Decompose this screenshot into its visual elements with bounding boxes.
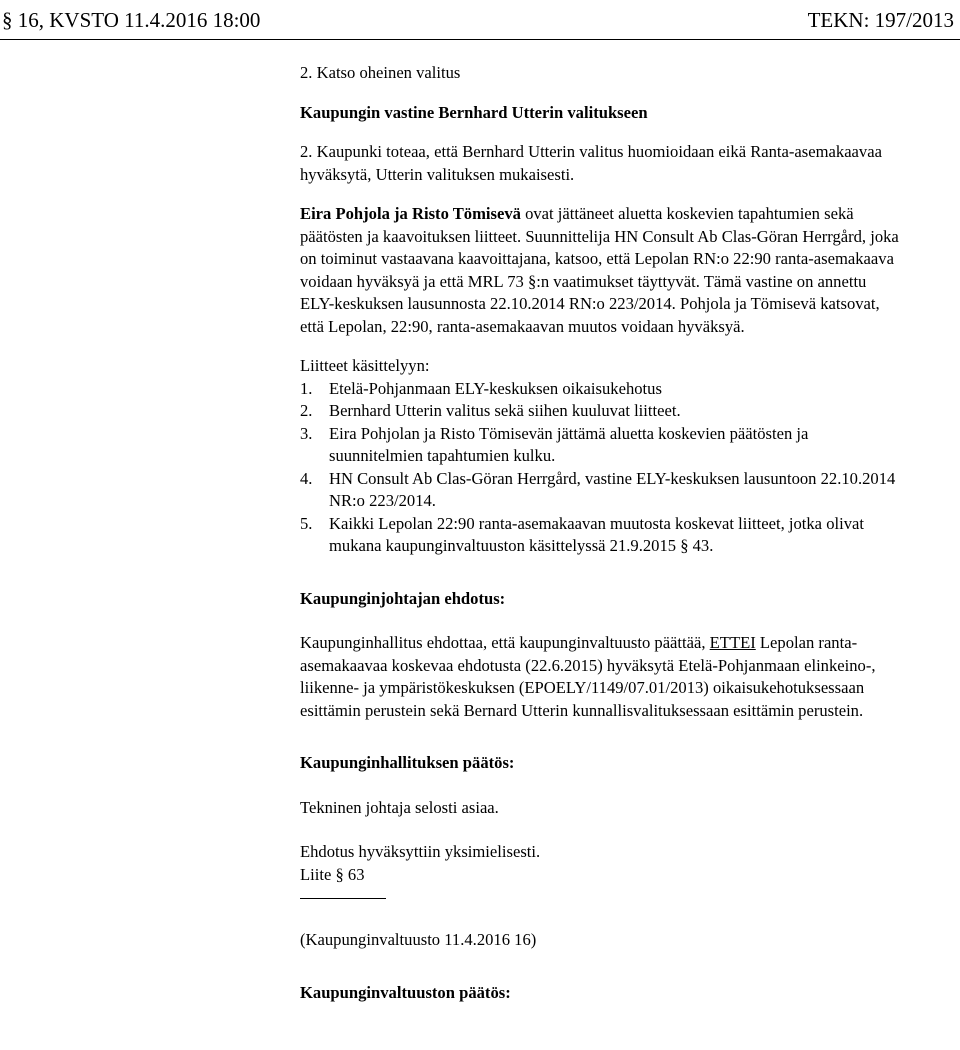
list-item: 5. Kaikki Lepolan 22:90 ranta-asemakaavan muutosta koskevat liitteet, jotka olivat mukana kaupunginvaltuuston käsittelyssä 21.9.2015 § 43. (300, 513, 864, 555)
paragraph-katso: 2. Katso oheinen valitus (300, 63, 461, 82)
kv-reference: (Kaupunginvaltuusto 11.4.2016 16) (300, 930, 537, 949)
heading-kaupunginjohtajan-ehdotus: Kaupunginjohtajan ehdotus: (300, 588, 506, 608)
paragraph-ehdotus: Kaupunginhallitus ehdottaa, että kaupunginvaltuusto päättää, ETTEI Lepolan ranta-asemakaavaa koskevaa ehdotusta (22.6.2015) hyväksytä Etelä-Pohjanmaan elinkeino-, liikenne- ja ympäristökeskuksen (EPOELY/1149/07.01/2013) oikaisukehotuksessaan esittämin perustein sekä Bernard Utterin kunnallisvalituksessaan esittämin perustein. (300, 633, 876, 720)
liite-ref: Liite § 63 (300, 864, 365, 884)
ettei-underlined: ETTEI (709, 633, 756, 652)
heading-kaupunginhallituksen-paatos: Kaupunginhallituksen päätös: (300, 753, 515, 772)
list-item: 1. Etelä-Pohjanmaan ELY-keskuksen oikaisukehotus (300, 378, 662, 398)
paragraph-hyvaksyttiin: Ehdotus hyväksyttiin yksimielisesti. (300, 842, 541, 861)
document-body (300, 62, 900, 1004)
list-item: 3. Eira Pohjolan ja Risto Tömisevän jättämä aluetta koskevien päätösten ja suunnitelmien tapahtumien kulku. (300, 423, 809, 465)
liitteet-list (300, 378, 900, 558)
page-header (0, 0, 960, 40)
heading-kaupunginvaltuuston-paatos: Kaupunginvaltuuston päätös: (300, 982, 511, 1002)
header-section-ref: § 16, KVSTO 11.4.2016 18:00 (2, 8, 261, 32)
heading-vastine: Kaupungin vastine Bernhard Utterin valitukseen (300, 102, 648, 122)
liitteet-title: Liitteet käsittelyyn: (300, 356, 430, 375)
paragraph-kaupunki-toteaa: 2. Kaupunki toteaa, että Bernhard Utterin valitus huomioidaan eikä Ranta-asemakaavaa hyväksytä, Utterin valituksen mukaisesti. (300, 142, 882, 184)
header-case-number: TEKN: 197/2013 (807, 8, 954, 32)
names-bold: Eira Pohjola ja Risto Tömisevä (300, 204, 521, 223)
list-item: 2. Bernhard Utterin valitus sekä siihen kuuluvat liitteet. (300, 401, 681, 420)
paragraph-pohjola-tomiseva: Eira Pohjola ja Risto Tömisevä ovat jättäneet aluetta koskevien tapahtumien sekä päätösten ja kaavoituksen liitteet. Suunnittelija HN Consult Ab Clas-Göran Herrgård, joka on toiminut vastaavana kaavoittajana, katsoo, että Lepolan RN:o 22:90 ranta-asemakaava voidaan hyväksyä ja että MRL 73 §:n vaatimukset täyttyvät. Tämä vastine on annettu ELY-keskuksen lausunnosta 22.10.2014 RN:o 223/2014. Pohjola ja Tömisevä katsovat, että Lepolan, 22:90, ranta-asemakaavan muutos voidaan hyväksyä. (300, 204, 899, 336)
list-item: 4. HN Consult Ab Clas-Göran Herrgård, vastine ELY-keskuksen lausuntoon 22.10.2014 NR:o 223/2014. (300, 468, 896, 510)
paragraph-selosti: Tekninen johtaja selosti asiaa. (300, 797, 499, 817)
